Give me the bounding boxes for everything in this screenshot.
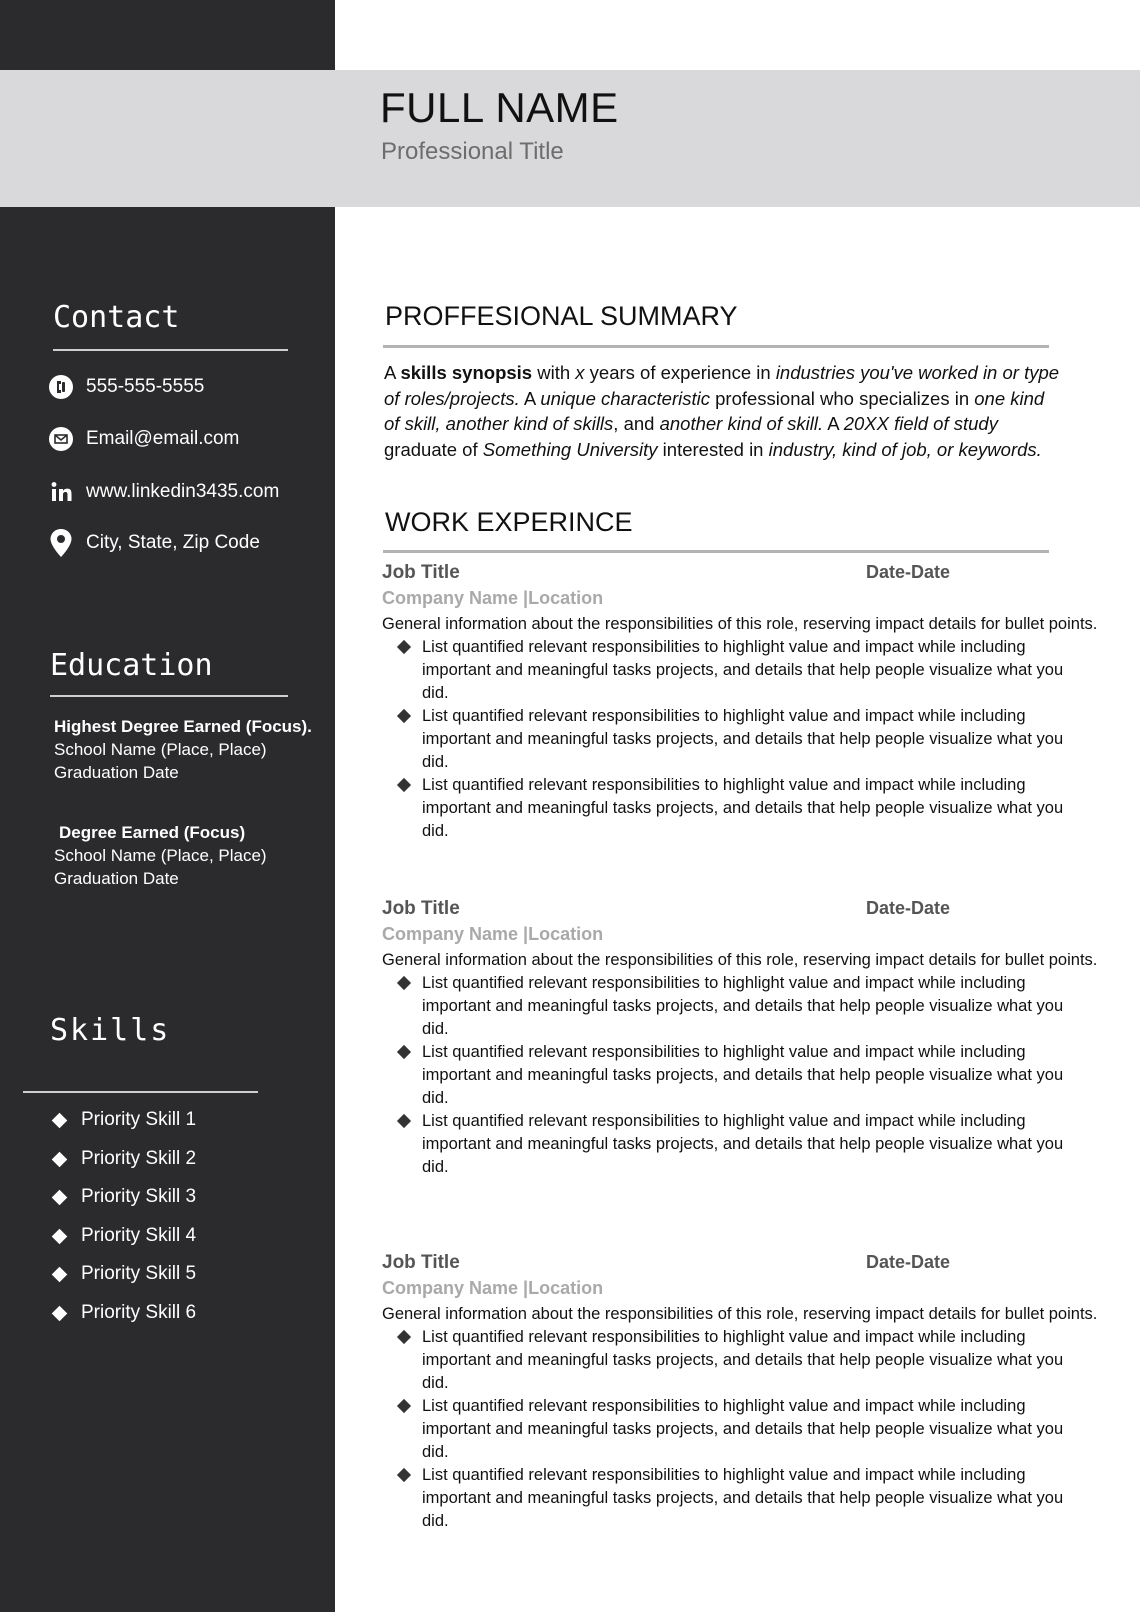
skill-label: Priority Skill 5	[81, 1263, 197, 1284]
summary-segment: A	[823, 413, 844, 434]
diamond-bullet-icon	[52, 1228, 68, 1244]
skill-item	[52, 1148, 196, 1170]
summary-segment: A	[384, 362, 401, 383]
contact-phone	[48, 374, 204, 400]
summary-segment: unique characteristic	[540, 387, 710, 409]
skill-item	[52, 1302, 196, 1324]
diamond-bullet-icon	[397, 1114, 411, 1128]
skill-label: Priority Skill 4	[81, 1225, 197, 1246]
diamond-bullet-icon	[52, 1189, 68, 1205]
job-entry	[382, 1252, 1112, 1533]
education-degree: Highest Degree Earned (Focus).	[54, 717, 312, 736]
skill-label: Priority Skill 1	[81, 1109, 197, 1130]
summary-segment: Something University	[482, 438, 658, 460]
job-title: Job Title	[382, 898, 460, 919]
skill-label: Priority Skill 6	[81, 1302, 197, 1323]
job-bullets	[382, 972, 1112, 1179]
diamond-bullet-icon	[397, 1045, 411, 1059]
diamond-bullet-icon	[52, 1112, 68, 1128]
skill-item	[52, 1225, 196, 1247]
job-bullet-text: List quantified relevant responsibilities to highlight value and impact while including important and meaningful tasks projects, and details that help people visualize what you did.	[422, 1043, 1064, 1107]
skill-item	[52, 1186, 196, 1208]
job-bullet	[382, 1464, 1082, 1533]
contact-location-text: City, State, Zip Code	[86, 532, 260, 553]
location-pin-icon	[48, 530, 74, 556]
phone-icon	[48, 374, 74, 400]
job-entry	[382, 562, 1112, 843]
contact-email-text[interactable]: Email@email.com	[86, 428, 240, 449]
summary-segment: skills synopsis	[400, 362, 533, 383]
job-bullets	[382, 636, 1112, 843]
summary-segment: interested in	[657, 438, 769, 460]
summary-segment: industry, kind of job, or keywords.	[768, 438, 1042, 460]
contact-heading: Contact	[53, 300, 180, 335]
job-company: Company Name |Location	[382, 588, 604, 608]
summary-text	[384, 360, 1064, 462]
job-description: General information about the responsibilities of this role, reserving impact details for bullet points.	[382, 951, 1098, 969]
work-rule	[383, 550, 1049, 553]
diamond-bullet-icon	[52, 1151, 68, 1167]
contact-location	[48, 530, 260, 556]
full-name: FULL NAME	[380, 84, 619, 131]
diamond-bullet-icon	[52, 1305, 68, 1321]
diamond-bullet-icon	[397, 976, 411, 990]
contact-email	[48, 426, 239, 452]
contact-linkedin	[48, 479, 279, 505]
job-bullet	[382, 1110, 1082, 1179]
education-entry	[54, 821, 267, 890]
summary-segment: professional who specializes in	[709, 387, 975, 409]
job-bullet	[382, 774, 1082, 843]
diamond-bullet-icon	[397, 1330, 411, 1344]
job-bullet	[382, 1395, 1082, 1464]
summary-segment: with	[532, 362, 576, 383]
work-heading: WORK EXPERINCE	[385, 507, 633, 537]
job-company: Company Name |Location	[382, 924, 604, 944]
summary-segment: graduate of	[384, 438, 483, 460]
job-bullet-text: List quantified relevant responsibilities to highlight value and impact while including important and meaningful tasks projects, and details that help people visualize what you did.	[422, 638, 1064, 702]
summary-segment: another kind of skill.	[659, 413, 824, 434]
summary-segment: one kind of skill, another kind of skills	[384, 387, 1045, 434]
job-description: General information about the responsibilities of this role, reserving impact details for bullet points.	[382, 1305, 1098, 1323]
job-entry	[382, 898, 1112, 1179]
education-degree: Degree Earned (Focus)	[59, 823, 246, 842]
job-date: Date-Date	[866, 1252, 951, 1272]
education-school: School Name (Place, Place)	[54, 846, 267, 865]
skill-item	[52, 1263, 196, 1285]
job-bullet	[382, 1041, 1082, 1110]
summary-segment: x	[575, 362, 585, 383]
job-bullet	[382, 972, 1082, 1041]
skill-label: Priority Skill 3	[81, 1186, 197, 1207]
job-description: General information about the responsibilities of this role, reserving impact details for bullet points.	[382, 615, 1098, 633]
job-bullet-text: List quantified relevant responsibilities to highlight value and impact while including important and meaningful tasks projects, and details that help people visualize what you did.	[422, 1112, 1064, 1176]
sidebar	[0, 0, 335, 1612]
job-title: Job Title	[382, 1252, 460, 1273]
job-bullets	[382, 1326, 1112, 1533]
summary-segment: A	[519, 387, 541, 409]
diamond-bullet-icon	[397, 1468, 411, 1482]
summary-segment: years of experience in	[584, 362, 776, 383]
job-date: Date-Date	[866, 562, 951, 582]
job-bullet-text: List quantified relevant responsibilities to highlight value and impact while including important and meaningful tasks projects, and details that help people visualize what you did.	[422, 1397, 1064, 1461]
diamond-bullet-icon	[397, 709, 411, 723]
education-school: School Name (Place, Place)	[54, 740, 267, 759]
job-bullet	[382, 705, 1082, 774]
summary-heading: PROFFESIONAL SUMMARY	[385, 301, 738, 331]
summary-segment: industries you've worked in or type of roles/projects.	[384, 362, 1060, 409]
job-bullet	[382, 1326, 1082, 1395]
job-company: Company Name |Location	[382, 1278, 604, 1298]
job-bullet-text: List quantified relevant responsibilities to highlight value and impact while including important and meaningful tasks projects, and details that help people visualize what you did.	[422, 1328, 1064, 1392]
summary-segment: 20XX field of study	[843, 413, 998, 434]
diamond-bullet-icon	[397, 640, 411, 654]
skill-label: Priority Skill 2	[81, 1148, 197, 1169]
job-bullet-text: List quantified relevant responsibilities to highlight value and impact while including important and meaningful tasks projects, and details that help people visualize what you did.	[422, 776, 1064, 840]
job-bullet	[382, 636, 1082, 705]
job-title: Job Title	[382, 562, 460, 583]
professional-title: Professional Title	[381, 138, 564, 165]
education-rule	[50, 695, 288, 697]
linkedin-icon	[48, 479, 74, 505]
summary-rule	[383, 345, 1049, 348]
summary-segment: , and	[613, 413, 660, 434]
skills-heading: Skills	[50, 1013, 171, 1048]
contact-rule	[53, 349, 288, 351]
education-date: Graduation Date	[54, 763, 179, 782]
contact-phone-text[interactable]: 555-555-5555	[86, 376, 205, 397]
diamond-bullet-icon	[52, 1266, 68, 1282]
job-bullet-text: List quantified relevant responsibilities to highlight value and impact while including important and meaningful tasks projects, and details that help people visualize what you did.	[422, 707, 1064, 771]
job-date: Date-Date	[866, 898, 951, 918]
diamond-bullet-icon	[397, 778, 411, 792]
education-entry	[54, 715, 312, 784]
email-icon	[48, 426, 74, 452]
contact-linkedin-text[interactable]: www.linkedin3435.com	[86, 481, 280, 502]
diamond-bullet-icon	[397, 1399, 411, 1413]
job-bullet-text: List quantified relevant responsibilities to highlight value and impact while including important and meaningful tasks projects, and details that help people visualize what you did.	[422, 974, 1064, 1038]
job-bullet-text: List quantified relevant responsibilities to highlight value and impact while including important and meaningful tasks projects, and details that help people visualize what you did.	[422, 1466, 1064, 1530]
education-date: Graduation Date	[54, 869, 179, 888]
education-heading: Education	[50, 648, 213, 683]
skills-rule	[23, 1091, 258, 1093]
skill-item	[52, 1109, 196, 1131]
